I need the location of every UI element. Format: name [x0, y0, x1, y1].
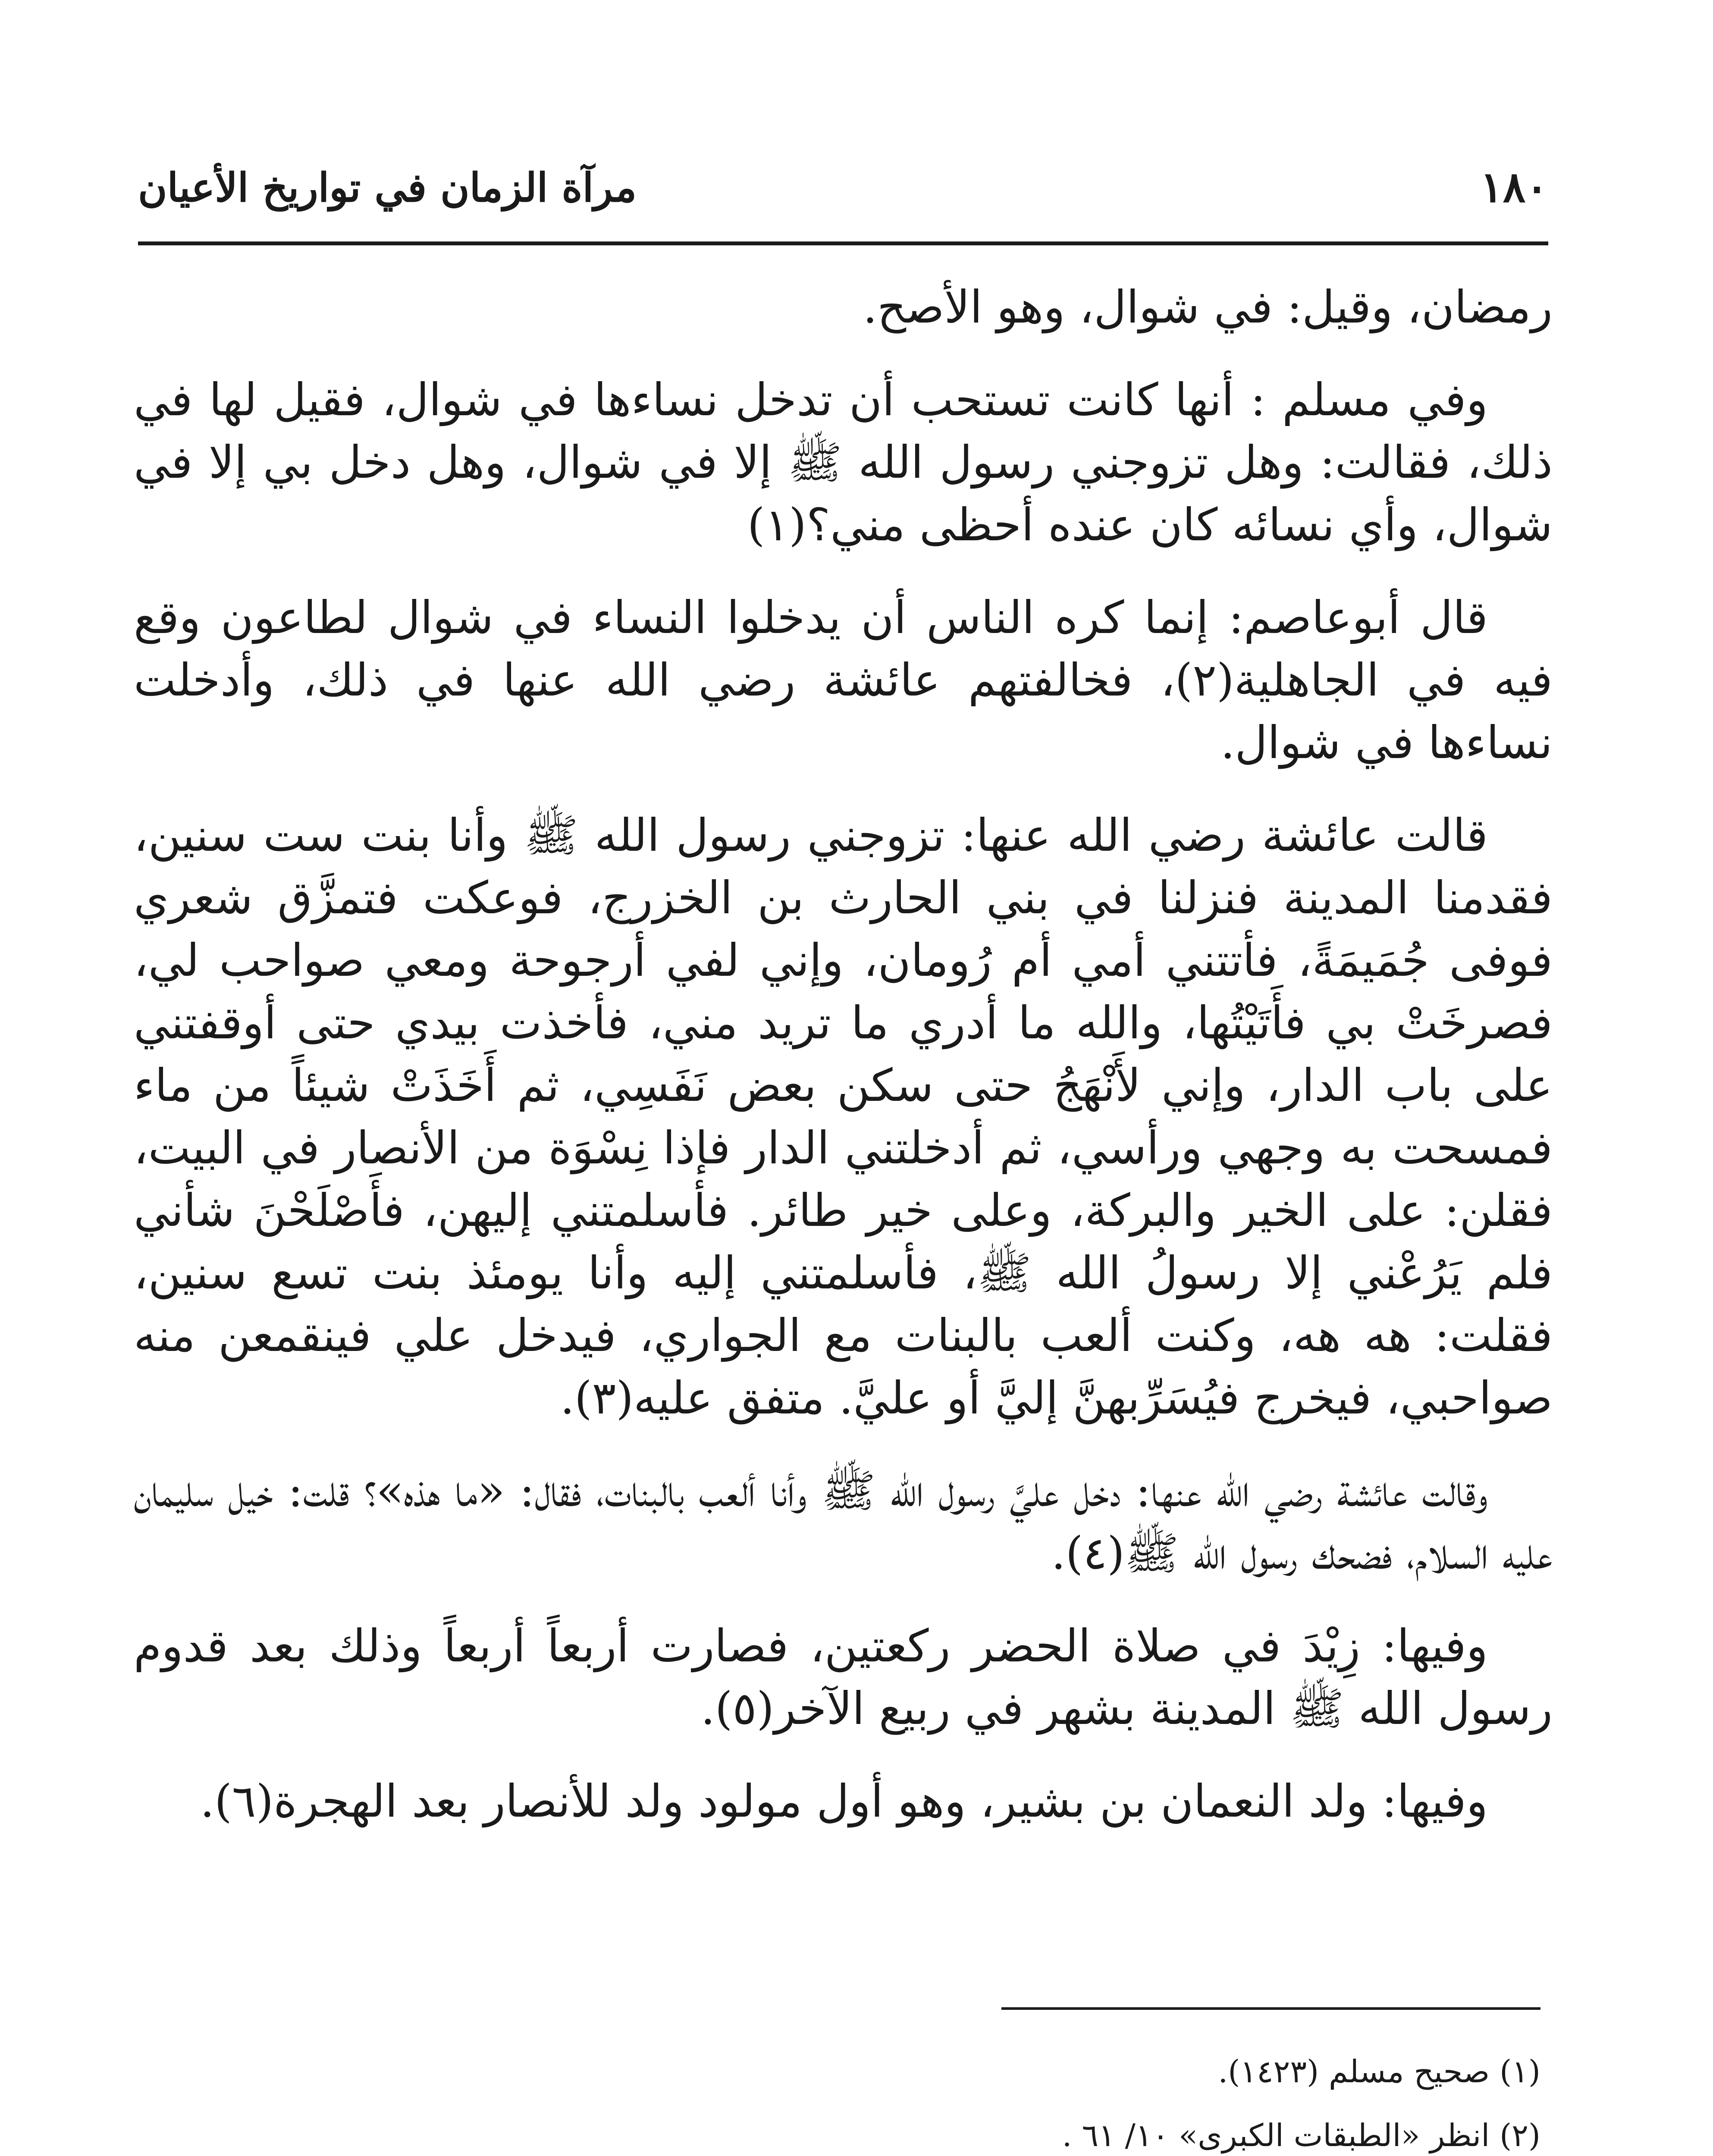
paragraph-2: وفي مسلم : أنها كانت تستحب أن تدخل نساءها في شوال، فقيل لها في ذلك، فقالت: وهل تزوجني رسول الله ﷺ إلا في شوال، وهل دخل بي إلا في شوال، وأي نسائه كان عنده أحظى مني؟(١) — [134, 373, 1553, 551]
footnote-1: (١) صحيح مسلم (١٤٢٣). — [1218, 2053, 1540, 2090]
footnote-2: (٢) انظر «الطبقات الكبرى» ١٠/ ٦١ . — [1062, 2117, 1540, 2153]
paragraph-4: قالت عائشة رضي الله عنها: تزوجني رسول الله ﷺ وأنا بنت ست سنين، فقدمنا المدينة فنزلنا في بني الحارث بن الخزرج، فوعكت فتمزَّق شعري فوفى جُمَيمَةً، فأتتني أمي أم رُومان، وإني لفي أرجوحة ومعي صواحب لي، فصرخَتْ بي فأَتَيْتُها، والله ما أدري ما تريد مني، فأخذت بيدي حتى أوقفتني على باب الدار، وإني لأَنْهَجُ حتى سكن بعض نَفَسِي، ثم أَخَذَتْ شيئاً من ماء فمسحت به وجهي ورأسي، ثم أدخلتني الدار فإذا نِسْوَة من الأنصار في البيت، فقلن: على الخير والبركة، وعلى خير طائر. فأسلمتني إليهن، فأَصْلَحْنَ شأني فلم يَرُعْني إلا رسولُ الله ﷺ، فأسلمتني إليه وأنا يومئذ بنت تسع سنين، فقلت: هه هه، وكنت ألعب بالبنات مع الجواري، فيدخل علي فينقمعن منه صواحبي، فيخرج فيُسَرِّبهنَّ إليَّ أو عليَّ. متفق عليه(٣). — [134, 809, 1553, 1424]
footnote-separator — [1001, 2007, 1540, 2010]
main-text — [134, 276, 1553, 1863]
paragraph-6: وفيها: زِيْدَ في صلاة الحضر ركعتين، فصارت أربعاً أربعاً وذلك بعد قدوم رسول الله ﷺ المدينة بشهر في ربيع الآخر(٥). — [134, 1620, 1553, 1735]
page-header — [138, 155, 1548, 224]
running-title: مرآة الزمان في تواريخ الأعيان — [138, 164, 637, 211]
header-rule — [138, 241, 1548, 245]
paragraph-3: قال أبوعاصم: إنما كره الناس أن يدخلوا النساء في شوال لطاعون وقع فيه في الجاهلية(٢)، فخالفتهم عائشة رضي الله عنها في ذلك، وأدخلت نساءها في شوال. — [134, 591, 1553, 769]
paragraph-5: وقالت عائشة رضي الله عنها: دخل عليَّ رسول الله ﷺ وأنا ألعب بالبنات، فقال: «ما هذه»؟ قلت: خيل سليمان عليه السلام، فضحك رسول الله ﷺ(٤). — [134, 1464, 1553, 1579]
footnotes — [135, 2040, 1540, 2156]
paragraph-1: رمضان، وقيل: في شوال، وهو الأصح. — [863, 281, 1553, 333]
page-number: ١٨٠ — [1480, 163, 1548, 212]
paragraph-7: وفيها: ولد النعمان بن بشير، وهو أول مولود ولد للأنصار بعد الهجرة(٦). — [200, 1775, 1488, 1827]
